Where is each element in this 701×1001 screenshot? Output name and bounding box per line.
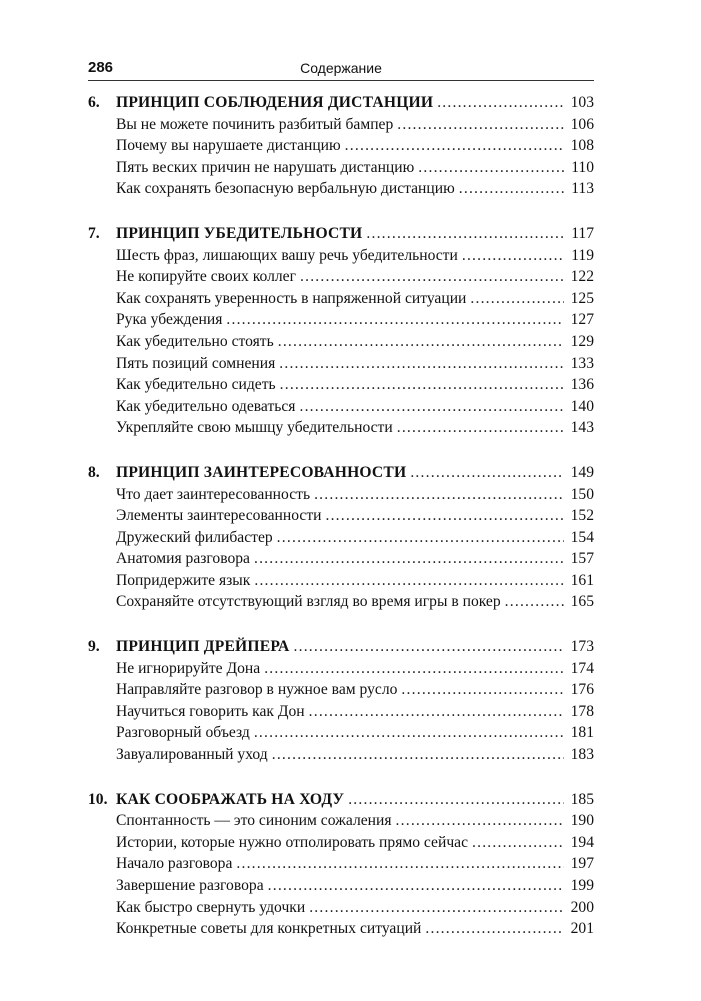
entry-page: 183 [570, 746, 594, 764]
chapter-heading [88, 636, 594, 658]
entry-title: Вы не можете починить разбитый бампер [116, 115, 394, 133]
dot-leader [396, 810, 564, 832]
dot-leader [236, 853, 564, 875]
chapter-block [88, 462, 594, 613]
toc-entry [88, 135, 594, 157]
entry-title: Не копируйте своих коллег [116, 268, 296, 286]
entry-page: 154 [570, 528, 594, 546]
entry-page: 200 [570, 898, 594, 916]
toc-entry [88, 245, 594, 267]
chapter-page: 117 [571, 224, 594, 242]
dot-leader [279, 353, 564, 375]
toc-entry [88, 374, 594, 396]
toc-entry [88, 266, 594, 288]
entry-page: 106 [570, 115, 594, 133]
dot-leader [299, 396, 564, 418]
entry-page: 161 [570, 571, 594, 589]
toc-entry [88, 897, 594, 919]
entry-title: Как сохранять уверенность в напряженной ситуации [116, 289, 467, 307]
entry-title: Не игнорируйте Дона [116, 659, 261, 677]
entry-title: Что дает заинтересованность [116, 485, 311, 503]
chapter-page: 185 [570, 790, 594, 808]
entry-title: Дружеский филибастер [116, 528, 273, 546]
entry-page: 178 [570, 702, 594, 720]
chapter-heading [88, 789, 594, 811]
dot-leader [325, 505, 564, 527]
chapter-block [88, 789, 594, 940]
dot-leader [254, 570, 564, 592]
dot-leader [462, 245, 564, 267]
chapter-title: ПРИНЦИП УБЕДИТЕЛЬНОСТИ [116, 224, 363, 242]
entry-page: 176 [570, 681, 594, 699]
toc-entry [88, 570, 594, 592]
toc-entry [88, 679, 594, 701]
toc-entry [88, 505, 594, 527]
entry-title: Как сохранять безопасную вербальную дистанцию [116, 180, 455, 198]
entry-page: 157 [570, 550, 594, 568]
chapter-heading [88, 462, 594, 484]
entry-title: Направляйте разговор в нужное вам русло [116, 681, 398, 699]
dot-leader [425, 918, 564, 940]
chapter-number: 10. [88, 790, 108, 808]
toc-entry [88, 548, 594, 570]
entry-title: Сохраняйте отсутствующий взгляд во время игры в покер [116, 593, 501, 611]
dot-leader [300, 266, 564, 288]
toc-entry [88, 591, 594, 613]
toc-entry [88, 658, 594, 680]
chapter-page: 173 [570, 638, 594, 656]
entry-page: 136 [570, 376, 594, 394]
dot-leader [278, 331, 564, 353]
entry-title: Пять веских причин не нарушать дистанцию [116, 158, 415, 176]
entry-title: Разговорный объезд [116, 724, 250, 742]
chapter-title: ПРИНЦИП СОБЛЮДЕНИЯ ДИСТАНЦИИ [116, 94, 434, 111]
chapter-number: 9. [88, 638, 100, 656]
dot-leader [366, 223, 564, 245]
dot-leader [345, 135, 564, 157]
entry-page: 150 [570, 485, 594, 503]
toc-entry [88, 114, 594, 136]
entry-page: 201 [570, 920, 594, 938]
entry-title: Как убедительно стоять [116, 332, 274, 350]
chapter-page: 149 [570, 463, 594, 481]
chapter-title: КАК СООБРАЖАТЬ НА ХОДУ [116, 790, 345, 808]
dot-leader [470, 288, 564, 310]
entry-page: 119 [571, 246, 594, 264]
dot-leader [505, 591, 564, 613]
entry-title: Завершение разговора [116, 877, 264, 894]
dot-leader [272, 744, 564, 766]
dot-leader [309, 897, 564, 919]
entry-page: 152 [570, 507, 594, 525]
dot-leader [401, 679, 564, 701]
chapter-block [88, 223, 594, 439]
entry-page: 199 [570, 877, 594, 894]
chapter-number: 6. [88, 94, 100, 111]
toc-entry [88, 288, 594, 310]
toc-entry [88, 353, 594, 375]
toc-entry [88, 701, 594, 723]
chapter-block [88, 92, 594, 200]
entry-page: 174 [570, 659, 594, 677]
toc-entry [88, 744, 594, 766]
dot-leader [314, 484, 564, 506]
entry-title: Истории, которые нужно отполировать прямо сейчас [116, 833, 469, 851]
dot-leader [410, 462, 564, 484]
page-header [88, 58, 594, 81]
toc-entry [88, 484, 594, 506]
entry-title: Попридержите язык [116, 571, 251, 589]
dot-leader [472, 832, 564, 854]
entry-title: Как убедительно сидеть [116, 376, 276, 394]
dot-leader [418, 157, 564, 179]
entry-title: Завуалированный уход [116, 746, 268, 764]
entry-title: Спонтанность — это синоним сожаления [116, 812, 392, 830]
entry-title: Почему вы нарушаете дистанцию [116, 137, 341, 155]
entry-page: 190 [570, 812, 594, 830]
entry-page: 140 [570, 397, 594, 415]
dot-leader [348, 789, 564, 811]
entry-title: Как быстро свернуть удочки [116, 898, 306, 916]
chapter-number: 8. [88, 463, 100, 481]
entry-page: 125 [570, 289, 594, 307]
running-title: Содержание [300, 60, 382, 76]
entry-page: 108 [570, 137, 594, 155]
chapter-heading [88, 92, 594, 114]
toc-entry [88, 875, 594, 897]
toc-entry [88, 157, 594, 179]
entry-page: 133 [570, 354, 594, 372]
dot-leader [437, 92, 564, 114]
toc-entry [88, 309, 594, 331]
entry-title: Укрепляйте свою мышцу убедительности [116, 419, 393, 437]
dot-leader [268, 875, 564, 897]
toc-entry [88, 396, 594, 418]
entry-page: 129 [570, 332, 594, 350]
entry-title: Научиться говорить как Дон [116, 702, 305, 720]
dot-leader [254, 548, 564, 570]
entry-page: 194 [570, 833, 594, 851]
entry-page: 122 [570, 268, 594, 286]
dot-leader [397, 114, 564, 136]
table-of-contents [88, 92, 594, 963]
entry-page: 113 [571, 180, 594, 198]
entry-page: 110 [571, 158, 594, 176]
entry-title: Как убедительно одеваться [116, 397, 296, 415]
entry-page: 127 [570, 311, 594, 329]
entry-title: Конкретные советы для конкретных ситуаций [116, 920, 422, 938]
toc-entry [88, 853, 594, 875]
dot-leader [226, 309, 564, 331]
chapter-heading [88, 223, 594, 245]
dot-leader [397, 417, 564, 439]
entry-page: 197 [570, 855, 594, 873]
toc-entry [88, 810, 594, 832]
toc-entry [88, 331, 594, 353]
dot-leader [254, 722, 564, 744]
chapter-title: ПРИНЦИП ДРЕЙПЕРА [116, 638, 290, 656]
chapter-number: 7. [88, 224, 100, 242]
entry-title: Анатомия разговора [116, 550, 250, 568]
entry-title: Пять позиций сомнения [116, 354, 276, 372]
entry-page: 181 [570, 724, 594, 742]
dot-leader [277, 527, 564, 549]
entry-title: Шесть фраз, лишающих вашу речь убедительности [116, 246, 458, 264]
dot-leader [459, 178, 564, 200]
entry-title: Начало разговора [116, 855, 233, 873]
entry-page: 143 [570, 419, 594, 437]
chapter-block [88, 636, 594, 766]
toc-entry [88, 832, 594, 854]
toc-entry [88, 178, 594, 200]
dot-leader [309, 701, 564, 723]
chapter-page: 103 [570, 94, 594, 111]
entry-title: Рука убеждения [116, 311, 223, 329]
dot-leader [294, 636, 564, 658]
dot-leader [264, 658, 564, 680]
entry-page: 165 [570, 593, 594, 611]
entry-title: Элементы заинтересованности [116, 507, 322, 525]
toc-entry [88, 417, 594, 439]
dot-leader [280, 374, 564, 396]
toc-entry [88, 527, 594, 549]
toc-entry [88, 918, 594, 940]
page-number: 286 [88, 59, 114, 76]
chapter-title: ПРИНЦИП ЗАИНТЕРЕСОВАННОСТИ [116, 463, 407, 481]
toc-entry [88, 722, 594, 744]
